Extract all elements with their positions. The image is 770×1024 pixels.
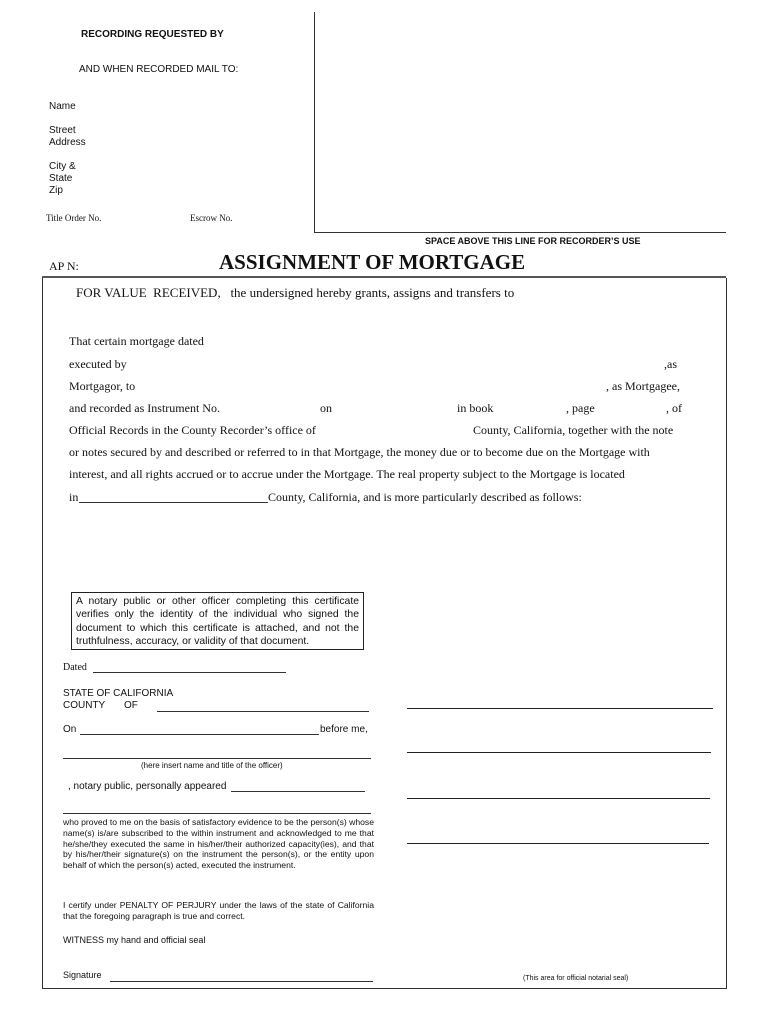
in-book-label: in book	[457, 401, 494, 415]
notes-line: or notes secured by and described or referred to in that Mortgage, the money due or to become due on the Mortgage with	[69, 445, 650, 459]
proved-paragraph: who proved to me on the basis of satisfactory evidence to be the person(s) whose name(s) is/are subscribed to the within instrument and acknowledged to me that he/she/they executed the same in his/her/their authorized capacity(ies), and that by his/her/their signature(s) on the instrument the person(s), or the entity upon behalf of which the person(s) acted, executed the instrument.	[63, 817, 374, 871]
in-label: in	[69, 490, 79, 504]
before-me-label: before me,	[320, 724, 368, 735]
mail-to-label: AND WHEN RECORDED MAIL TO:	[79, 64, 239, 75]
page-title: ASSIGNMENT OF MORTGAGE	[219, 250, 526, 274]
county-line[interactable]	[157, 711, 369, 712]
county-of-label: OF	[124, 700, 138, 711]
executed-by-label: executed by	[69, 357, 127, 371]
recorded-on-label: on	[320, 401, 332, 415]
recording-requested-by: RECORDING REQUESTED BY	[81, 29, 224, 40]
header-divider-vertical	[314, 12, 315, 232]
notary-notice-text: A notary public or other officer completing this certificate verifies only the identity of the individual who signed the document to which this certificate is attached, and not the truthfulness, accuracy, or validity of that document.	[76, 596, 359, 648]
dated-line[interactable]	[93, 672, 286, 673]
county-blank-line[interactable]	[79, 502, 268, 503]
county-california-note: County, California, together with the note	[473, 423, 674, 437]
space-above-line-note: SPACE ABOVE THIS LINE FOR RECORDER’S USE	[425, 236, 641, 246]
right-signature-line-1[interactable]	[407, 708, 713, 709]
county-described-label: County, California, and is more particularly described as follows:	[268, 490, 582, 504]
city-label: City &	[49, 161, 76, 172]
page-label: , page	[566, 401, 595, 415]
mortgagor-to-label: Mortgagor, to	[69, 379, 136, 393]
recorded-instrument-label: and recorded as Instrument No.	[69, 401, 220, 415]
address-label: Address	[49, 137, 86, 148]
zip-label: Zip	[49, 185, 63, 196]
right-signature-line-3[interactable]	[407, 798, 710, 799]
escrow-label: Escrow No.	[190, 213, 233, 223]
executed-by-end: ,as	[664, 357, 677, 371]
perjury-paragraph: I certify under PENALTY OF PERJURY under the laws of the state of California that the foregoing paragraph is true and correct.	[63, 900, 374, 921]
state-of-california: STATE OF CALIFORNIA	[63, 688, 174, 699]
name-label: Name	[49, 101, 76, 112]
county-label: COUNTY	[63, 700, 106, 711]
officer-name-line[interactable]	[63, 758, 371, 759]
mortgagee-label: , as Mortgagee,	[606, 379, 680, 393]
official-records-label: Official Records in the County Recorder’s office of	[69, 423, 316, 437]
right-signature-line-4[interactable]	[407, 843, 709, 844]
signature-label: Signature	[63, 970, 102, 980]
notary-notice-box	[71, 592, 364, 650]
intro-text: FOR VALUE RECEIVED, the undersigned hereby grants, assigns and transfers to	[76, 285, 515, 300]
recorder-use-line	[314, 232, 726, 233]
appeared-name-line[interactable]	[63, 813, 371, 814]
right-signature-line-2[interactable]	[407, 752, 711, 753]
personally-appeared-label: , notary public, personally appeared	[68, 781, 227, 792]
ap-number-label: AP N:	[49, 259, 79, 273]
state-label: State	[49, 173, 73, 184]
dated-label: Dated	[63, 662, 87, 673]
of-label: , of	[666, 401, 682, 415]
personally-appeared-line[interactable]	[231, 791, 365, 792]
street-label: Street	[49, 125, 76, 136]
signature-line[interactable]	[110, 981, 373, 982]
on-date-label: On	[63, 724, 77, 735]
on-date-line[interactable]	[80, 734, 319, 735]
officer-hint: (here insert name and title of the officer)	[141, 761, 283, 770]
title-order-label: Title Order No.	[46, 213, 102, 223]
witness-text: WITNESS my hand and official seal	[63, 935, 206, 945]
notarial-seal-area: (This area for official notarial seal)	[523, 975, 629, 982]
interest-line: interest, and all rights accrued or to accrue under the Mortgage. The real property subject to the Mortgage is located	[69, 467, 625, 481]
mortgage-dated-label: That certain mortgage dated	[69, 334, 204, 348]
